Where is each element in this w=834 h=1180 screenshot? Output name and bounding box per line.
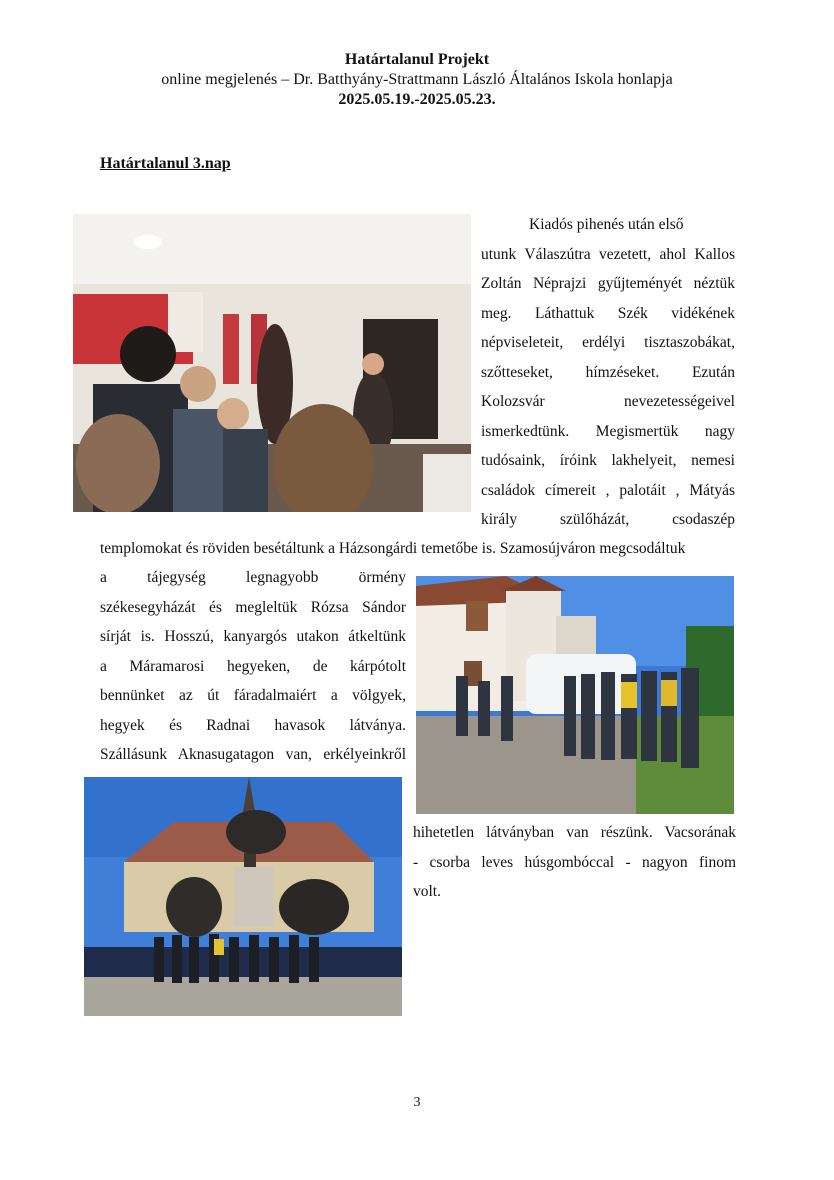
text-line: népviseleteit, erdélyi tisztaszobákat, — [481, 334, 735, 351]
document-header — [0, 50, 834, 110]
text-line: székesegyházát és megleltük Rózsa Sándor — [100, 598, 406, 616]
text-line: - csorba leves húsgombóccal - nagyon finom — [413, 853, 736, 871]
text-line: Kolozsvár nevezetességeivel — [481, 393, 735, 410]
text-line: bennünket az út fáradalmaiért a völgyek, — [100, 687, 406, 704]
text-block-1 — [481, 210, 735, 535]
text-line: meg. Láthattuk Szék vidékének — [481, 304, 735, 322]
text-block-2 — [100, 563, 406, 770]
text-line: ismerkedtünk. Megismertük nagy — [481, 422, 735, 440]
text-line: templomokat és röviden besétáltunk a Házsongárdi temetőbe is. Szamosújváron megcsodáltuk — [100, 540, 686, 557]
text-line: a tájegység legnagyobb örmény — [100, 569, 406, 586]
text-block-3 — [413, 818, 736, 907]
text-line: szőtteseket, hímzéseket. Ezután — [481, 363, 735, 381]
text-full-line — [100, 534, 736, 564]
header-project-title: Határtalanul Projekt — [344, 51, 490, 68]
text-line: király szülőházát, csodaszép — [481, 511, 735, 528]
text-line: hihetetlen látványban van részünk. Vacsorának — [413, 824, 736, 841]
text-line: Szállásunk Aknasugatagon van, erkélyeinkről — [100, 746, 406, 763]
section-title: Határtalanul 3.nap — [100, 155, 231, 172]
church-building-group-photo — [416, 576, 734, 814]
text-line: volt. — [413, 883, 441, 900]
text-line: sírját is. Hosszú, kanyargós utakon átkeltünk — [100, 628, 406, 645]
text-line: utunk Válaszútra vezetett, ahol Kallos — [481, 245, 735, 263]
header-subtitle: online megjelenés – Dr. Batthyány-Strattmann László Általános Iskola honlapja — [161, 71, 673, 88]
text-line: tudósaink, íróink lakhelyeit, nemesi — [481, 452, 735, 469]
text-line: hegyek és Radnai havasok látványa. — [100, 716, 406, 734]
text-line: Zoltán Néprajzi gyűjteményét néztük — [481, 275, 735, 292]
text-line: Kiadós pihenés után első — [529, 216, 684, 233]
page-number: 3 — [413, 1095, 421, 1110]
text-line: a Máramarosi hegyeken, de kárpótolt — [100, 657, 406, 675]
matthias-statue-group-photo — [84, 777, 402, 1016]
header-dates: 2025.05.19.-2025.05.23. — [338, 91, 496, 108]
text-line: családok címereit , palotáit , Mátyás — [481, 481, 735, 499]
museum-interior-photo — [73, 214, 471, 512]
